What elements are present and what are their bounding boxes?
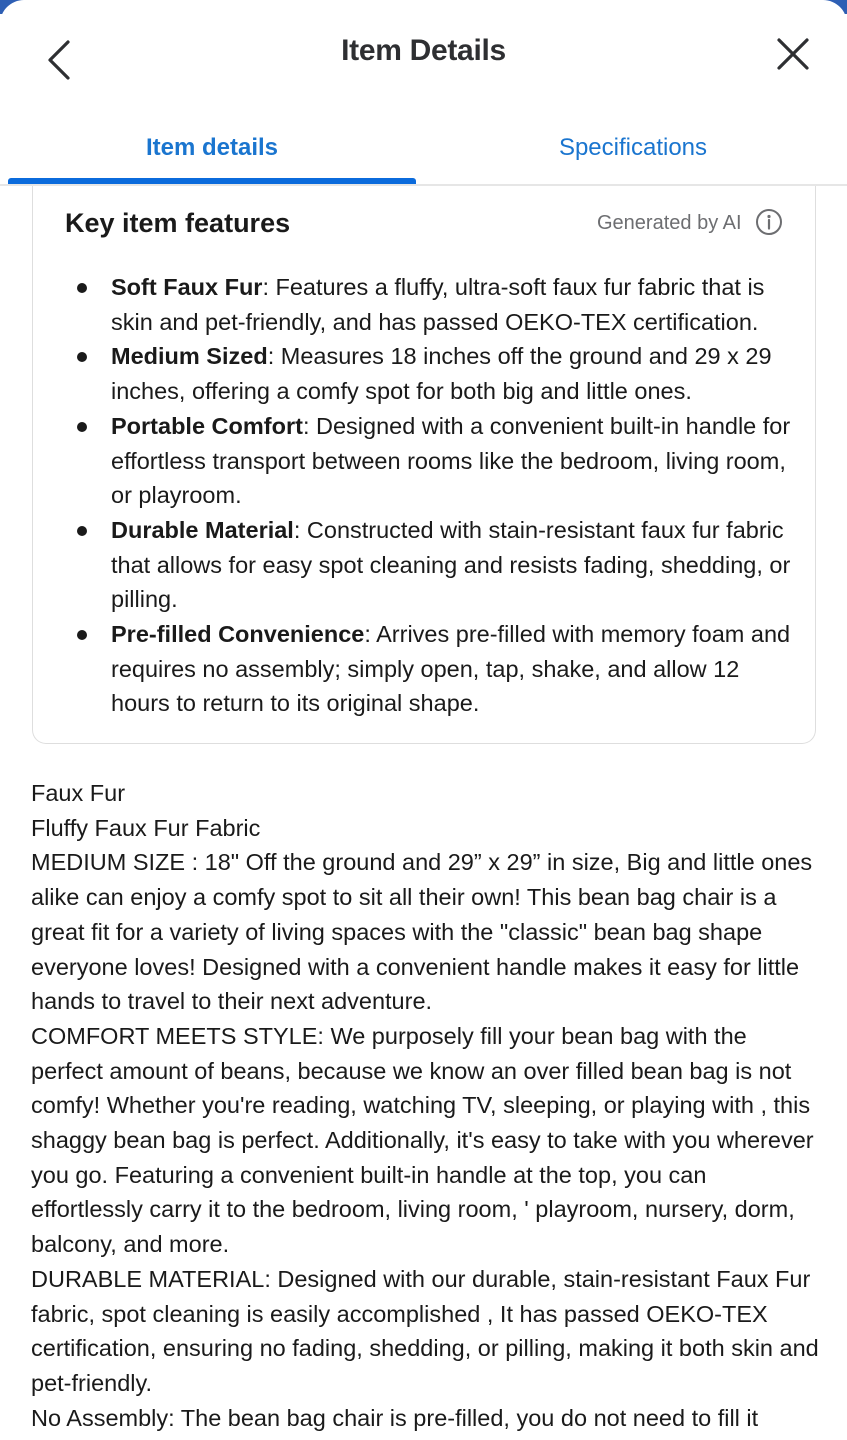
feature-name: Soft Faux Fur	[111, 274, 263, 300]
feature-text: : Designed with a convenient built-in handle for effortless transport between rooms like the bedroom, living room, or playroom.	[111, 412, 791, 509]
active-tab-indicator	[8, 178, 416, 184]
info-icon[interactable]	[755, 208, 783, 236]
feature-name: Pre-filled Convenience	[111, 621, 365, 648]
tab-item-details[interactable]: Item details	[145, 134, 279, 161]
description-paragraph: No Assembly: The bean bag chair is pre-filled, you do not need to fill it	[31, 1404, 759, 1431]
feature-item	[77, 339, 797, 408]
feature-text: : Features a fluffy, ultra-soft faux fur fabric that is skin and pet-friendly, and has passed OEKO-TEX certification.	[111, 274, 765, 335]
feature-text: : Constructed with stain-resistant faux fur fabric that allows for easy spot cleaning and resists fading, shedding, or pilling.	[111, 516, 791, 613]
feature-text: : Arrives pre-filled with memory foam and requires no assembly; simply open, tap, shake, and allow 12 hours to return to its original shape.	[111, 621, 791, 717]
item-description	[31, 776, 821, 1435]
description-paragraph: MEDIUM SIZE : 18" Off the ground and 29” x 29” in size, Big and little ones alike can enjoy a comfy spot to sit all their own! This bean bag chair is a great fit for a variety of living spaces with the "classic" bean bag shape everyone loves! Designed with a convenient handle makes it easy for little hands to travel to their next adventure.	[31, 849, 813, 1015]
close-icon	[775, 36, 811, 72]
tab-bar	[0, 112, 847, 186]
feature-item	[77, 513, 797, 617]
header	[0, 0, 847, 110]
feature-item	[77, 270, 797, 339]
description-paragraph: DURABLE MATERIAL: Designed with our durable, stain-resistant Faux Fur fabric, spot cleaning is easily accomplished , It has passed OEKO-TEX certification, ensuring no fading, shedding, or pilling, making it both skin and pet-friendly.	[31, 1265, 819, 1396]
feature-name: Medium Sized	[111, 343, 268, 370]
description-paragraph: Fluffy Faux Fur Fabric	[31, 814, 261, 841]
key-features-card	[32, 186, 816, 744]
feature-item	[77, 409, 797, 513]
feature-item	[77, 617, 797, 721]
key-features-list	[77, 270, 797, 721]
generated-by-ai-label: Generated by AI	[597, 212, 742, 234]
key-features-title: Key item features	[65, 208, 291, 238]
description-paragraph: COMFORT MEETS STYLE: We purposely fill your bean bag with the perfect amount of beans, because we know an over filled bean bag is not comfy! Whether you're reading, watching TV, sleeping, or playing with , this shaggy bean bag is perfect. Additionally, it's easy to take with you wherever you go. Featuring a convenient built-in handle at the top, you can effortlessly carry it to the bedroom, living room, ' playroom, nursery, dorm, balcony, and more.	[31, 1022, 814, 1258]
page-title: Item Details	[341, 34, 506, 67]
tab-specifications[interactable]: Specifications	[558, 134, 708, 161]
feature-name: Durable Material	[111, 516, 294, 543]
feature-name: Portable Comfort	[111, 412, 303, 439]
description-paragraph: Faux Fur	[31, 780, 126, 806]
close-button[interactable]	[768, 30, 818, 78]
feature-text: : Measures 18 inches off the ground and 29 x 29 inches, offering a comfy spot for both big and little ones.	[111, 343, 772, 405]
